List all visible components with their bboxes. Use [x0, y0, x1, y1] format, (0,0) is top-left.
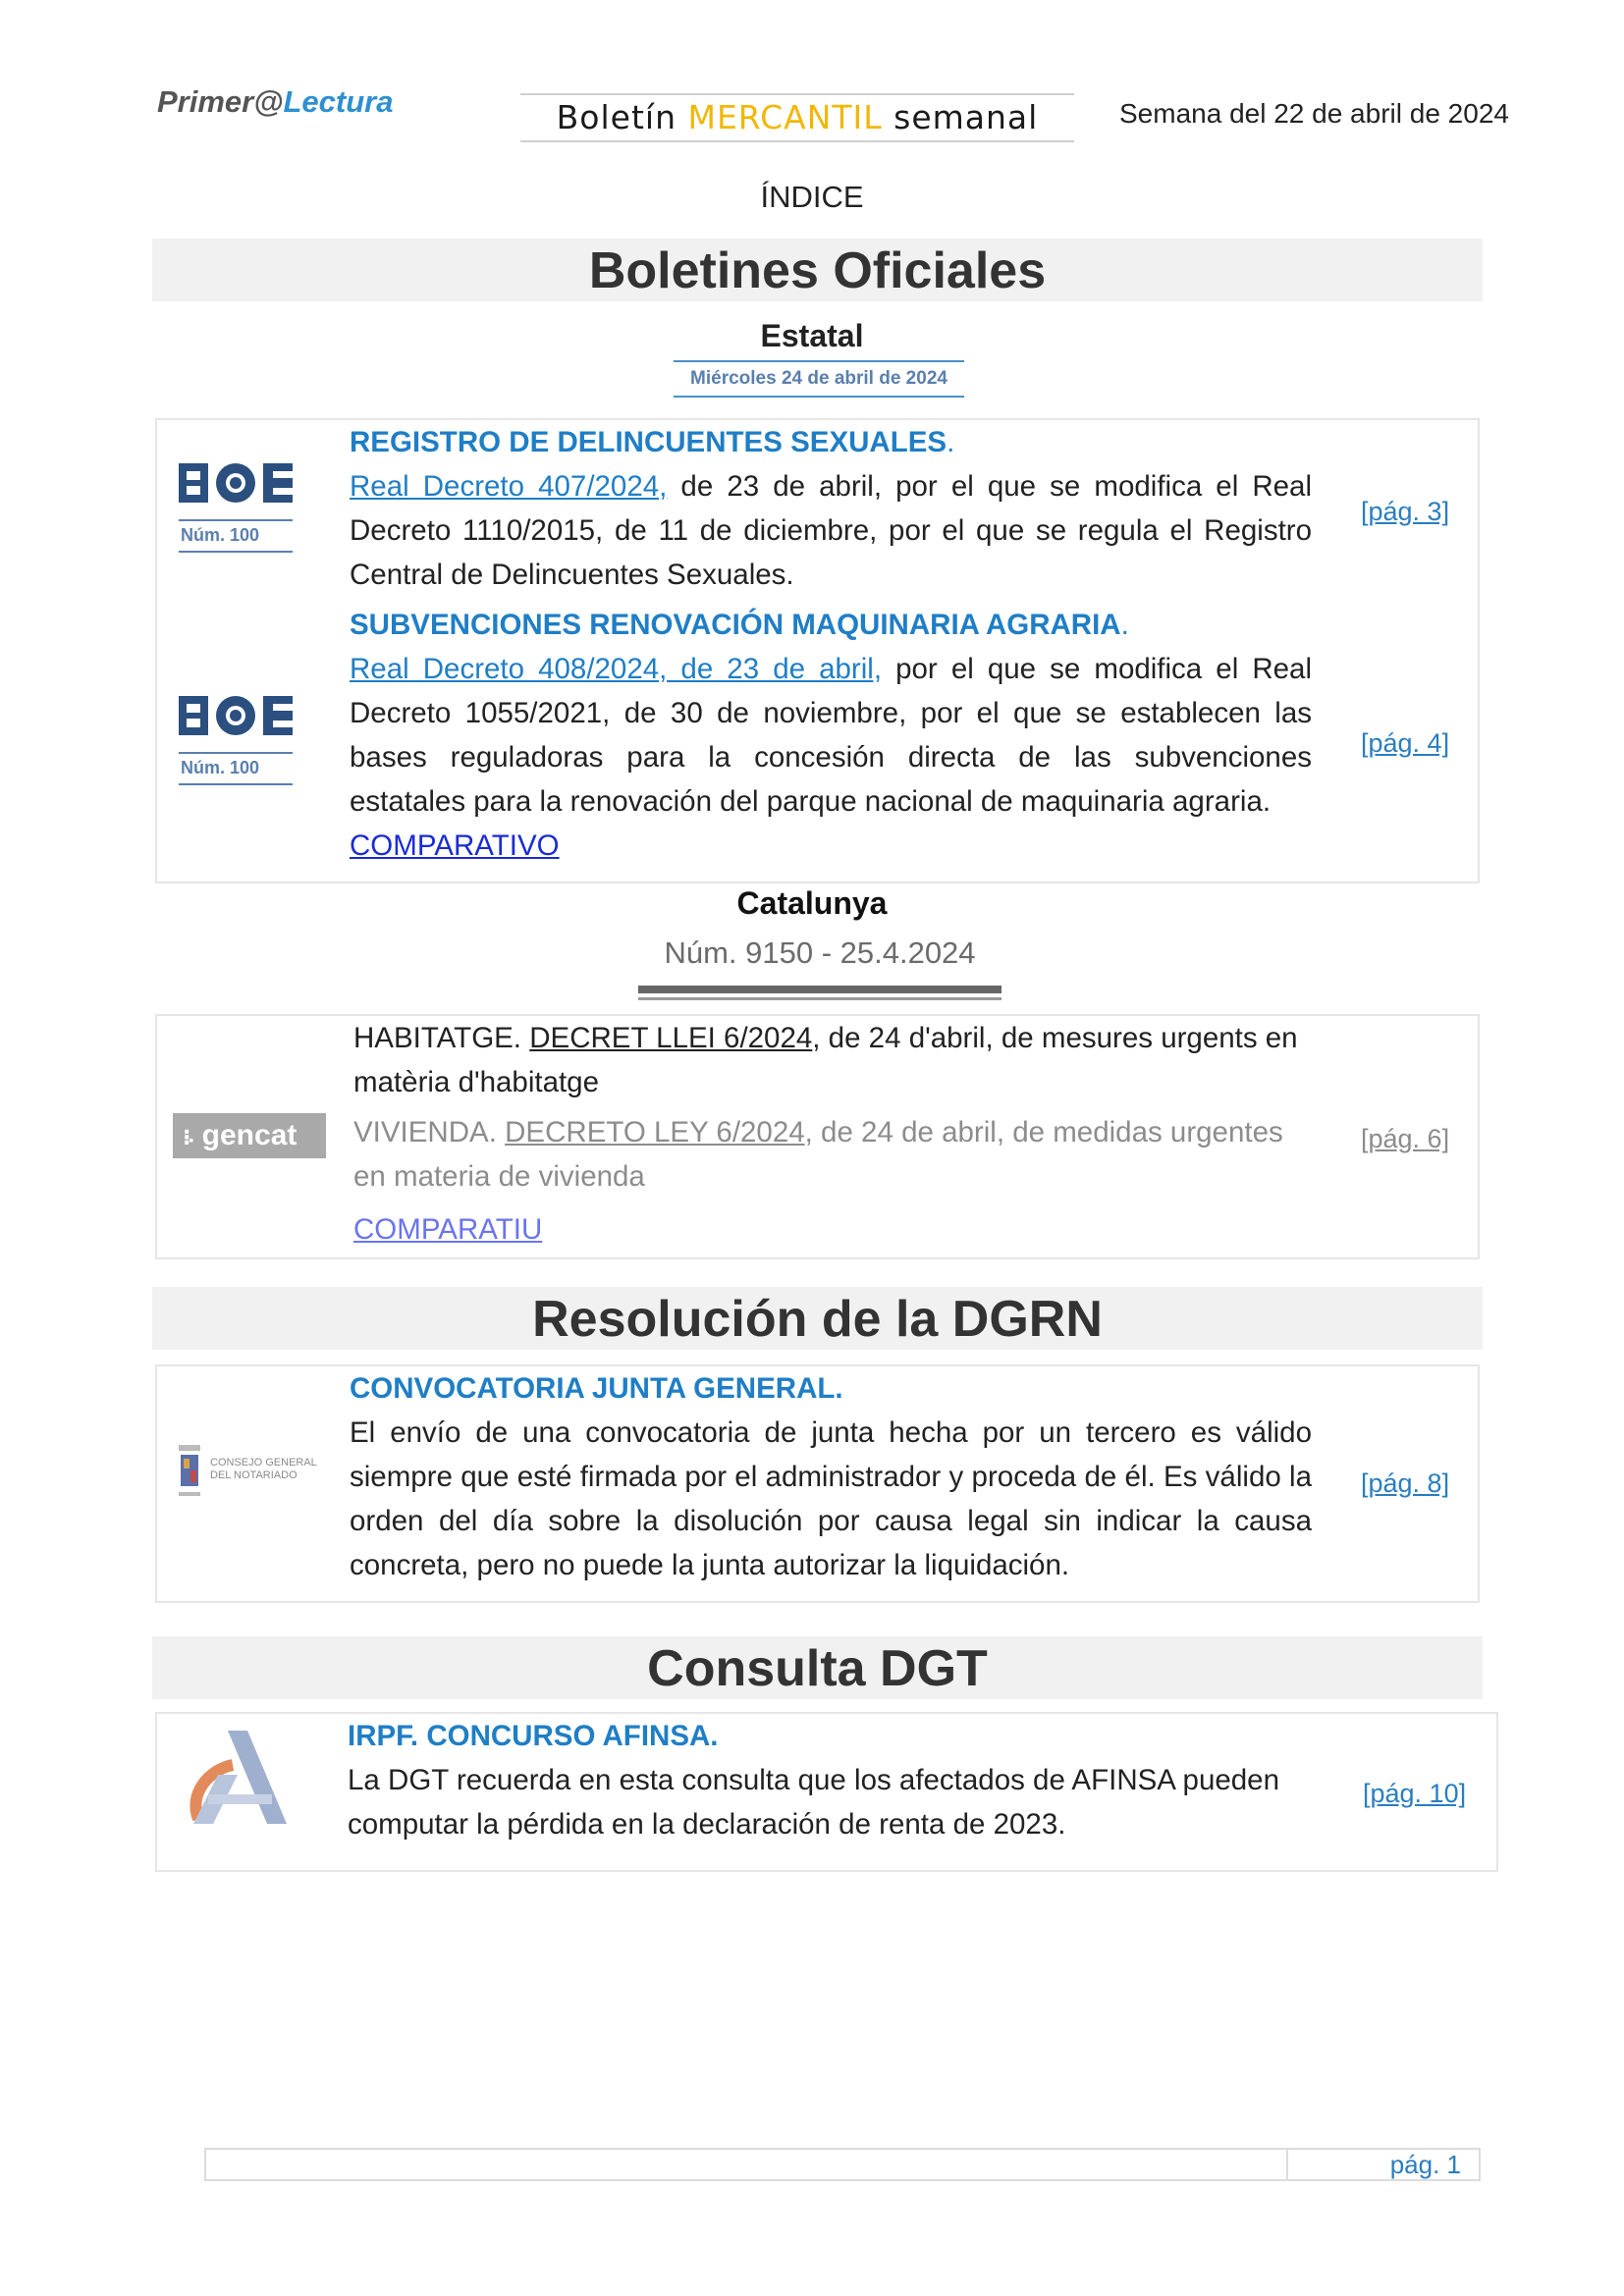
footer-divider: [1286, 2150, 1288, 2179]
section-dgt-title: Consulta DGT: [152, 1636, 1483, 1699]
brand-part1: Primer@: [157, 84, 284, 119]
entry-es-text: , de 24 de abril, de medidas urgentes en materia de vivienda: [353, 1116, 1283, 1193]
bulletin-title: [520, 93, 1074, 142]
page-link[interactable]: [pág. 4]: [1361, 728, 1450, 758]
entry-vivienda: [353, 1110, 1316, 1199]
entry-delincuentes: [350, 420, 1312, 597]
footer-page-number: pág. 1: [1389, 2150, 1461, 2179]
boe-number: Núm. 100: [179, 752, 293, 785]
catalunya-entry-box: [155, 1014, 1480, 1259]
entry-heading: REGISTRO DE DELINCUENTES SEXUALES.: [350, 426, 955, 458]
entry-heading: CONVOCATORIA JUNTA GENERAL.: [350, 1372, 843, 1405]
estatal-title: Estatal: [760, 318, 864, 353]
dgt-entry-box: [155, 1712, 1498, 1872]
entry-text: por el que se modifica el Real Decreto 1055/2021, de 30 de noviembre, por el que se establecen las bases reguladoras para la concesión directa de las subvenciones estatales para la renovación del parque nacional de maquinaria agraria.: [350, 653, 1312, 818]
bulletin-title-pre: Boletín: [556, 98, 688, 136]
page-link[interactable]: [pág. 8]: [1361, 1468, 1450, 1498]
entry-text: El envío de una convocatoria de junta hecha por un tercero es válido siempre que esté firmada por el administrador y proceda de él. Es válido la orden del día sobre la disolución por causa legal sin indicar la causa concreta, pero no puede la junta autorizar la liquidación.: [350, 1416, 1312, 1581]
page-link[interactable]: [pág. 3]: [1361, 497, 1450, 526]
section-boletines-title: Boletines Oficiales: [152, 239, 1483, 301]
index-title: ÍNDICE: [760, 180, 864, 214]
bulletin-title-highlight: MERCANTIL: [687, 98, 883, 136]
notariado-shield-icon: [175, 1441, 206, 1508]
entry-cat-text: , de 24 d'abril, de mesures urgents en matèria d'habitatge: [353, 1022, 1298, 1098]
decreto-ley-link[interactable]: DECRETO LEY 6/2024: [505, 1116, 805, 1148]
dogc-underline-thin: [638, 997, 1001, 1000]
entry-link[interactable]: Real Decreto 407/2024,: [350, 470, 668, 503]
week-label: Semana del 22 de abril de 2024: [1119, 98, 1509, 129]
entry-text: de 23 de abril, por el que se modifica el Real Decreto 1110/2015, de 11 de diciembre, por el que se regula el Registro Central de Delincuentes Sexuales.: [350, 470, 1312, 591]
boe-logo: [179, 692, 293, 785]
entry-maquinaria: [350, 603, 1312, 868]
boe-logo: [179, 459, 293, 553]
decret-llei-link[interactable]: DECRET LLEI 6/2024: [529, 1022, 813, 1054]
boe-number: Núm. 100: [179, 519, 293, 553]
entry-link[interactable]: Real Decreto 408/2024, de 23 de abril,: [350, 653, 883, 685]
boe-icon: [179, 692, 293, 739]
boe-icon: [179, 459, 293, 507]
dogc-underline: [638, 986, 1001, 993]
comparativo-link[interactable]: COMPARATIVO: [350, 829, 560, 862]
entry-text: La DGT recuerda en esta consulta que los afectados de AFINSA pueden computar la pérdida en la declaración de renta de 2023.: [348, 1764, 1279, 1841]
entry-habitatge: [353, 1016, 1316, 1104]
estatal-entries-box: [155, 418, 1480, 883]
entry-heading: IRPF. CONCURSO AFINSA.: [348, 1720, 719, 1752]
dgrn-entry-box: [155, 1364, 1480, 1603]
page-link[interactable]: [pág. 6]: [1361, 1124, 1450, 1153]
entry-heading: SUBVENCIONES RENOVACIÓN MAQUINARIA AGRARIA.: [350, 609, 1129, 641]
catalunya-title: Catalunya: [736, 885, 888, 921]
entry-es-pre: VIVIENDA.: [353, 1116, 506, 1148]
brand-logo: [157, 84, 393, 120]
agencia-tributaria-icon: [179, 1726, 297, 1834]
notariado-logo-text: CONSEJO GENERAL DEL NOTARIADO: [210, 1457, 317, 1481]
footer: [204, 2148, 1481, 2181]
entry-afinsa: [348, 1714, 1329, 1846]
gencat-logo-text: gencat: [201, 1119, 298, 1151]
comparatiu-link[interactable]: COMPARATIU: [353, 1213, 543, 1246]
notariado-logo: [175, 1441, 322, 1508]
page-link[interactable]: [pág. 10]: [1363, 1779, 1467, 1808]
dogc-number: Núm. 9150 - 25.4.2024: [664, 935, 976, 970]
entry-convocatoria: [350, 1366, 1312, 1587]
brand-part2: Lectura: [283, 84, 394, 119]
entry-cat-pre: HABITATGE.: [353, 1022, 530, 1054]
estatal-date: Miércoles 24 de abril de 2024: [674, 360, 964, 398]
bulletin-title-post: semanal: [882, 98, 1039, 136]
gencat-logo: ⁝▪ gencat: [173, 1113, 326, 1158]
section-dgrn-title: Resolución de la DGRN: [152, 1287, 1483, 1350]
